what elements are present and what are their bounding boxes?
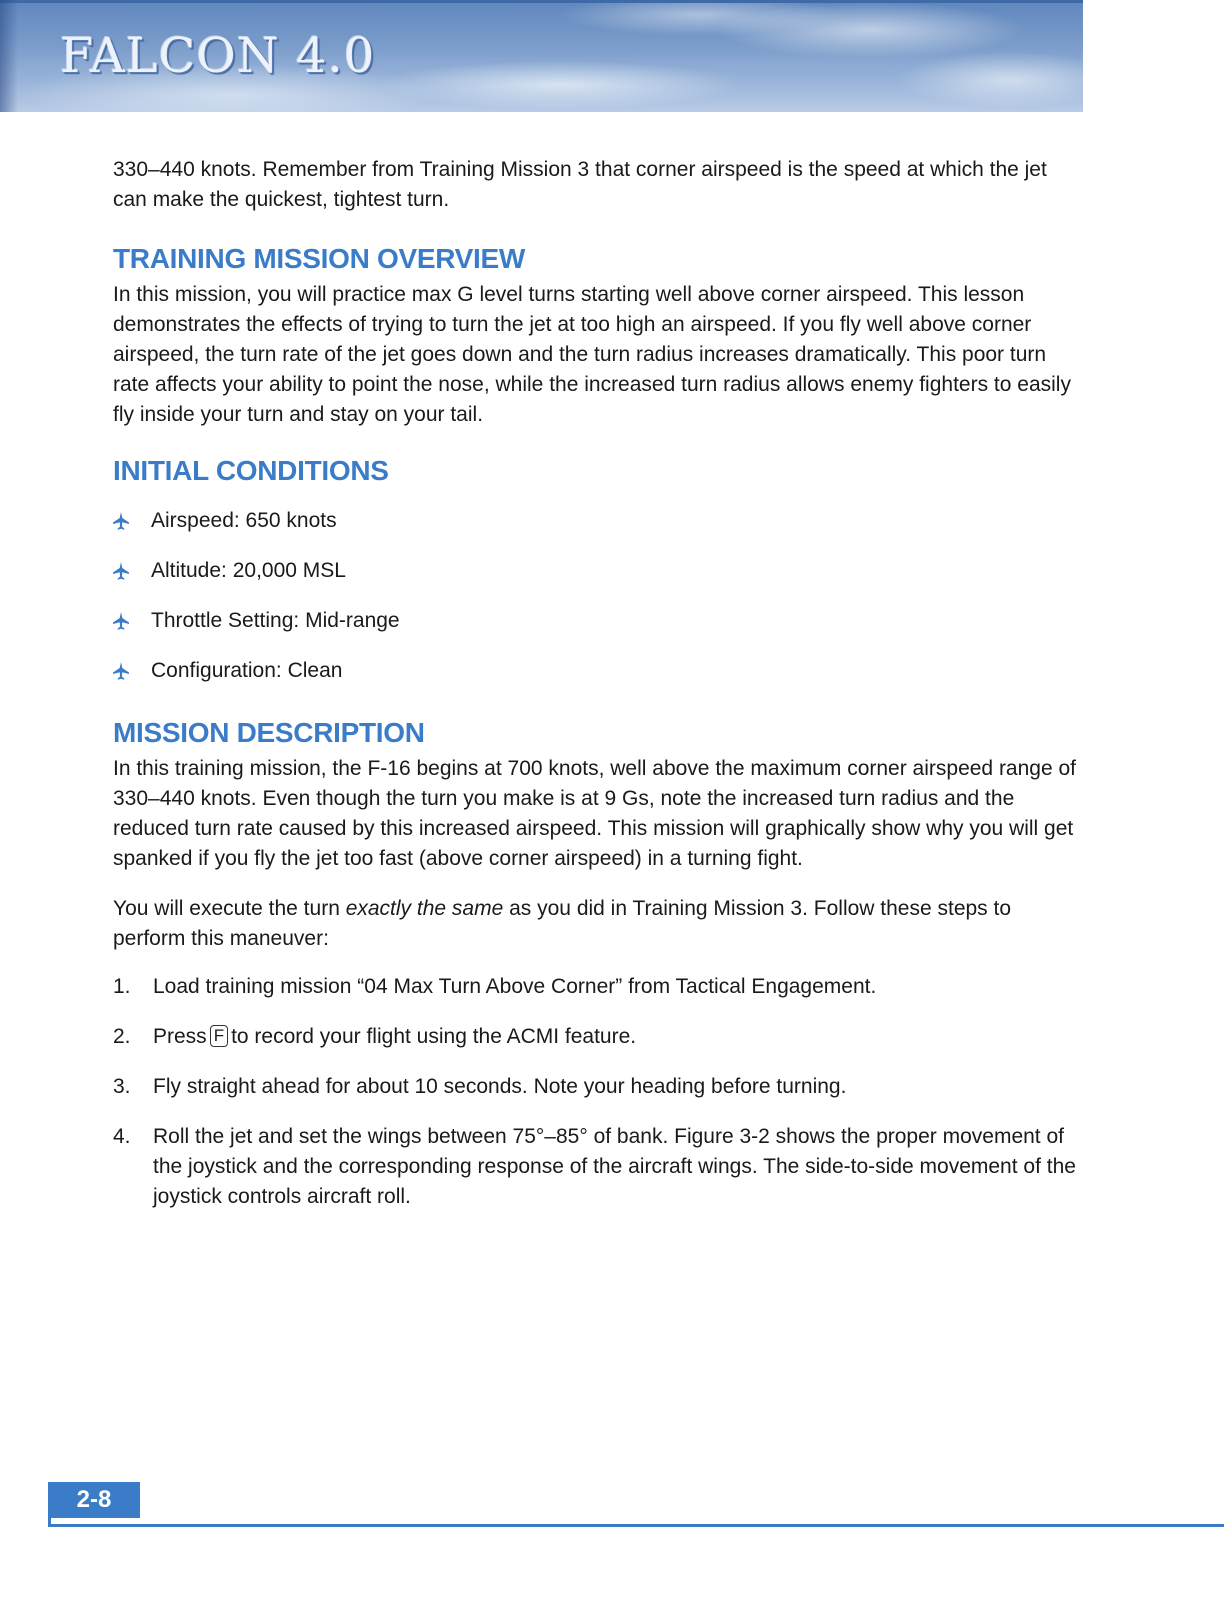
para2-text-start: You will execute the turn <box>113 897 346 920</box>
page-number-tab <box>48 1482 140 1518</box>
list-item <box>113 546 1083 596</box>
jet-icon <box>113 662 129 680</box>
step-text-end: to record your flight using the ACMI feature. <box>231 1025 637 1048</box>
step-text: Load training mission “04 Max Turn Above Corner” from Tactical Engagement. <box>153 975 877 998</box>
condition-configuration: Configuration: Clean <box>151 659 343 682</box>
condition-throttle: Throttle Setting: Mid-range <box>151 609 400 632</box>
step-number: 4. <box>113 1125 131 1148</box>
step-number: 2. <box>113 1025 131 1048</box>
list-item <box>113 646 1083 696</box>
condition-airspeed: Airspeed: 650 knots <box>151 509 337 532</box>
banner-top-rule <box>0 0 1083 3</box>
steps-list <box>113 972 1083 1212</box>
step-text: Roll the jet and set the wings between 75°–85° of bank. Figure 3-2 shows the proper movement of the joystick and the corresponding response of the aircraft wings. The side-to-side movement of the joystick controls aircraft roll. <box>153 1125 1076 1208</box>
list-item <box>113 1072 1083 1102</box>
list-item <box>113 496 1083 546</box>
step-text-start: Press <box>153 1025 207 1048</box>
header-banner <box>0 0 1083 112</box>
list-item <box>113 972 1083 1002</box>
banner-edge-shade <box>0 0 18 112</box>
step-number: 3. <box>113 1075 131 1098</box>
condition-altitude: Altitude: 20,000 MSL <box>151 559 346 582</box>
footer-rule <box>48 1524 1224 1527</box>
jet-icon <box>113 562 129 580</box>
step-text <box>153 1022 1083 1052</box>
description-paragraph-2 <box>113 894 1083 954</box>
section-heading-description: MISSION DESCRIPTION <box>113 717 425 748</box>
step-number: 1. <box>113 975 131 998</box>
page-number: 2-8 <box>76 1486 112 1513</box>
conditions-list <box>113 496 1083 696</box>
list-item <box>113 1122 1083 1212</box>
jet-icon <box>113 512 129 530</box>
section-heading-overview: TRAINING MISSION OVERVIEW <box>113 243 526 274</box>
keyboard-key-f: F <box>210 1025 228 1047</box>
description-paragraph-1: In this training mission, the F-16 begins at 700 knots, well above the maximum corner airspeed range of 330–440 knots. Even though the turn you make is at 9 Gs, note the increased turn radius and the reduced turn rate caused by this increased airspeed. This mission will graphically show why you will get spanked if you fly the jet too fast (above corner airspeed) in a turning fight. <box>113 757 1076 870</box>
para2-text-end: as you did in Training Mission 3. Follow these steps to perform this maneuver: <box>113 897 1012 950</box>
jet-icon <box>113 612 129 630</box>
list-item <box>113 1022 1083 1052</box>
book-title-logo: FALCON 4.0 <box>60 28 376 84</box>
list-item <box>113 596 1083 646</box>
para2-emphasis: exactly the same <box>345 897 504 920</box>
step-text: Fly straight ahead for about 10 seconds. Note your heading before turning. <box>153 1075 847 1098</box>
overview-paragraph: In this mission, you will practice max G level turns starting well above corner airspeed. This lesson demonstrates the effects of trying to turn the jet at too high an airspeed. If you fly well above corner airspeed, the turn rate of the jet goes down and the turn radius increases dramatically. This poor turn rate affects your ability to point the nose, while the increased turn radius allows enemy fighters to easily fly inside your turn and stay on your tail. <box>113 283 1071 426</box>
section-heading-conditions: INITIAL CONDITIONS <box>113 455 389 486</box>
page-content <box>113 155 1083 1232</box>
intro-paragraph: 330–440 knots. Remember from Training Mission 3 that corner airspeed is the speed at which the jet can make the quickest, tightest turn. <box>113 158 1047 211</box>
